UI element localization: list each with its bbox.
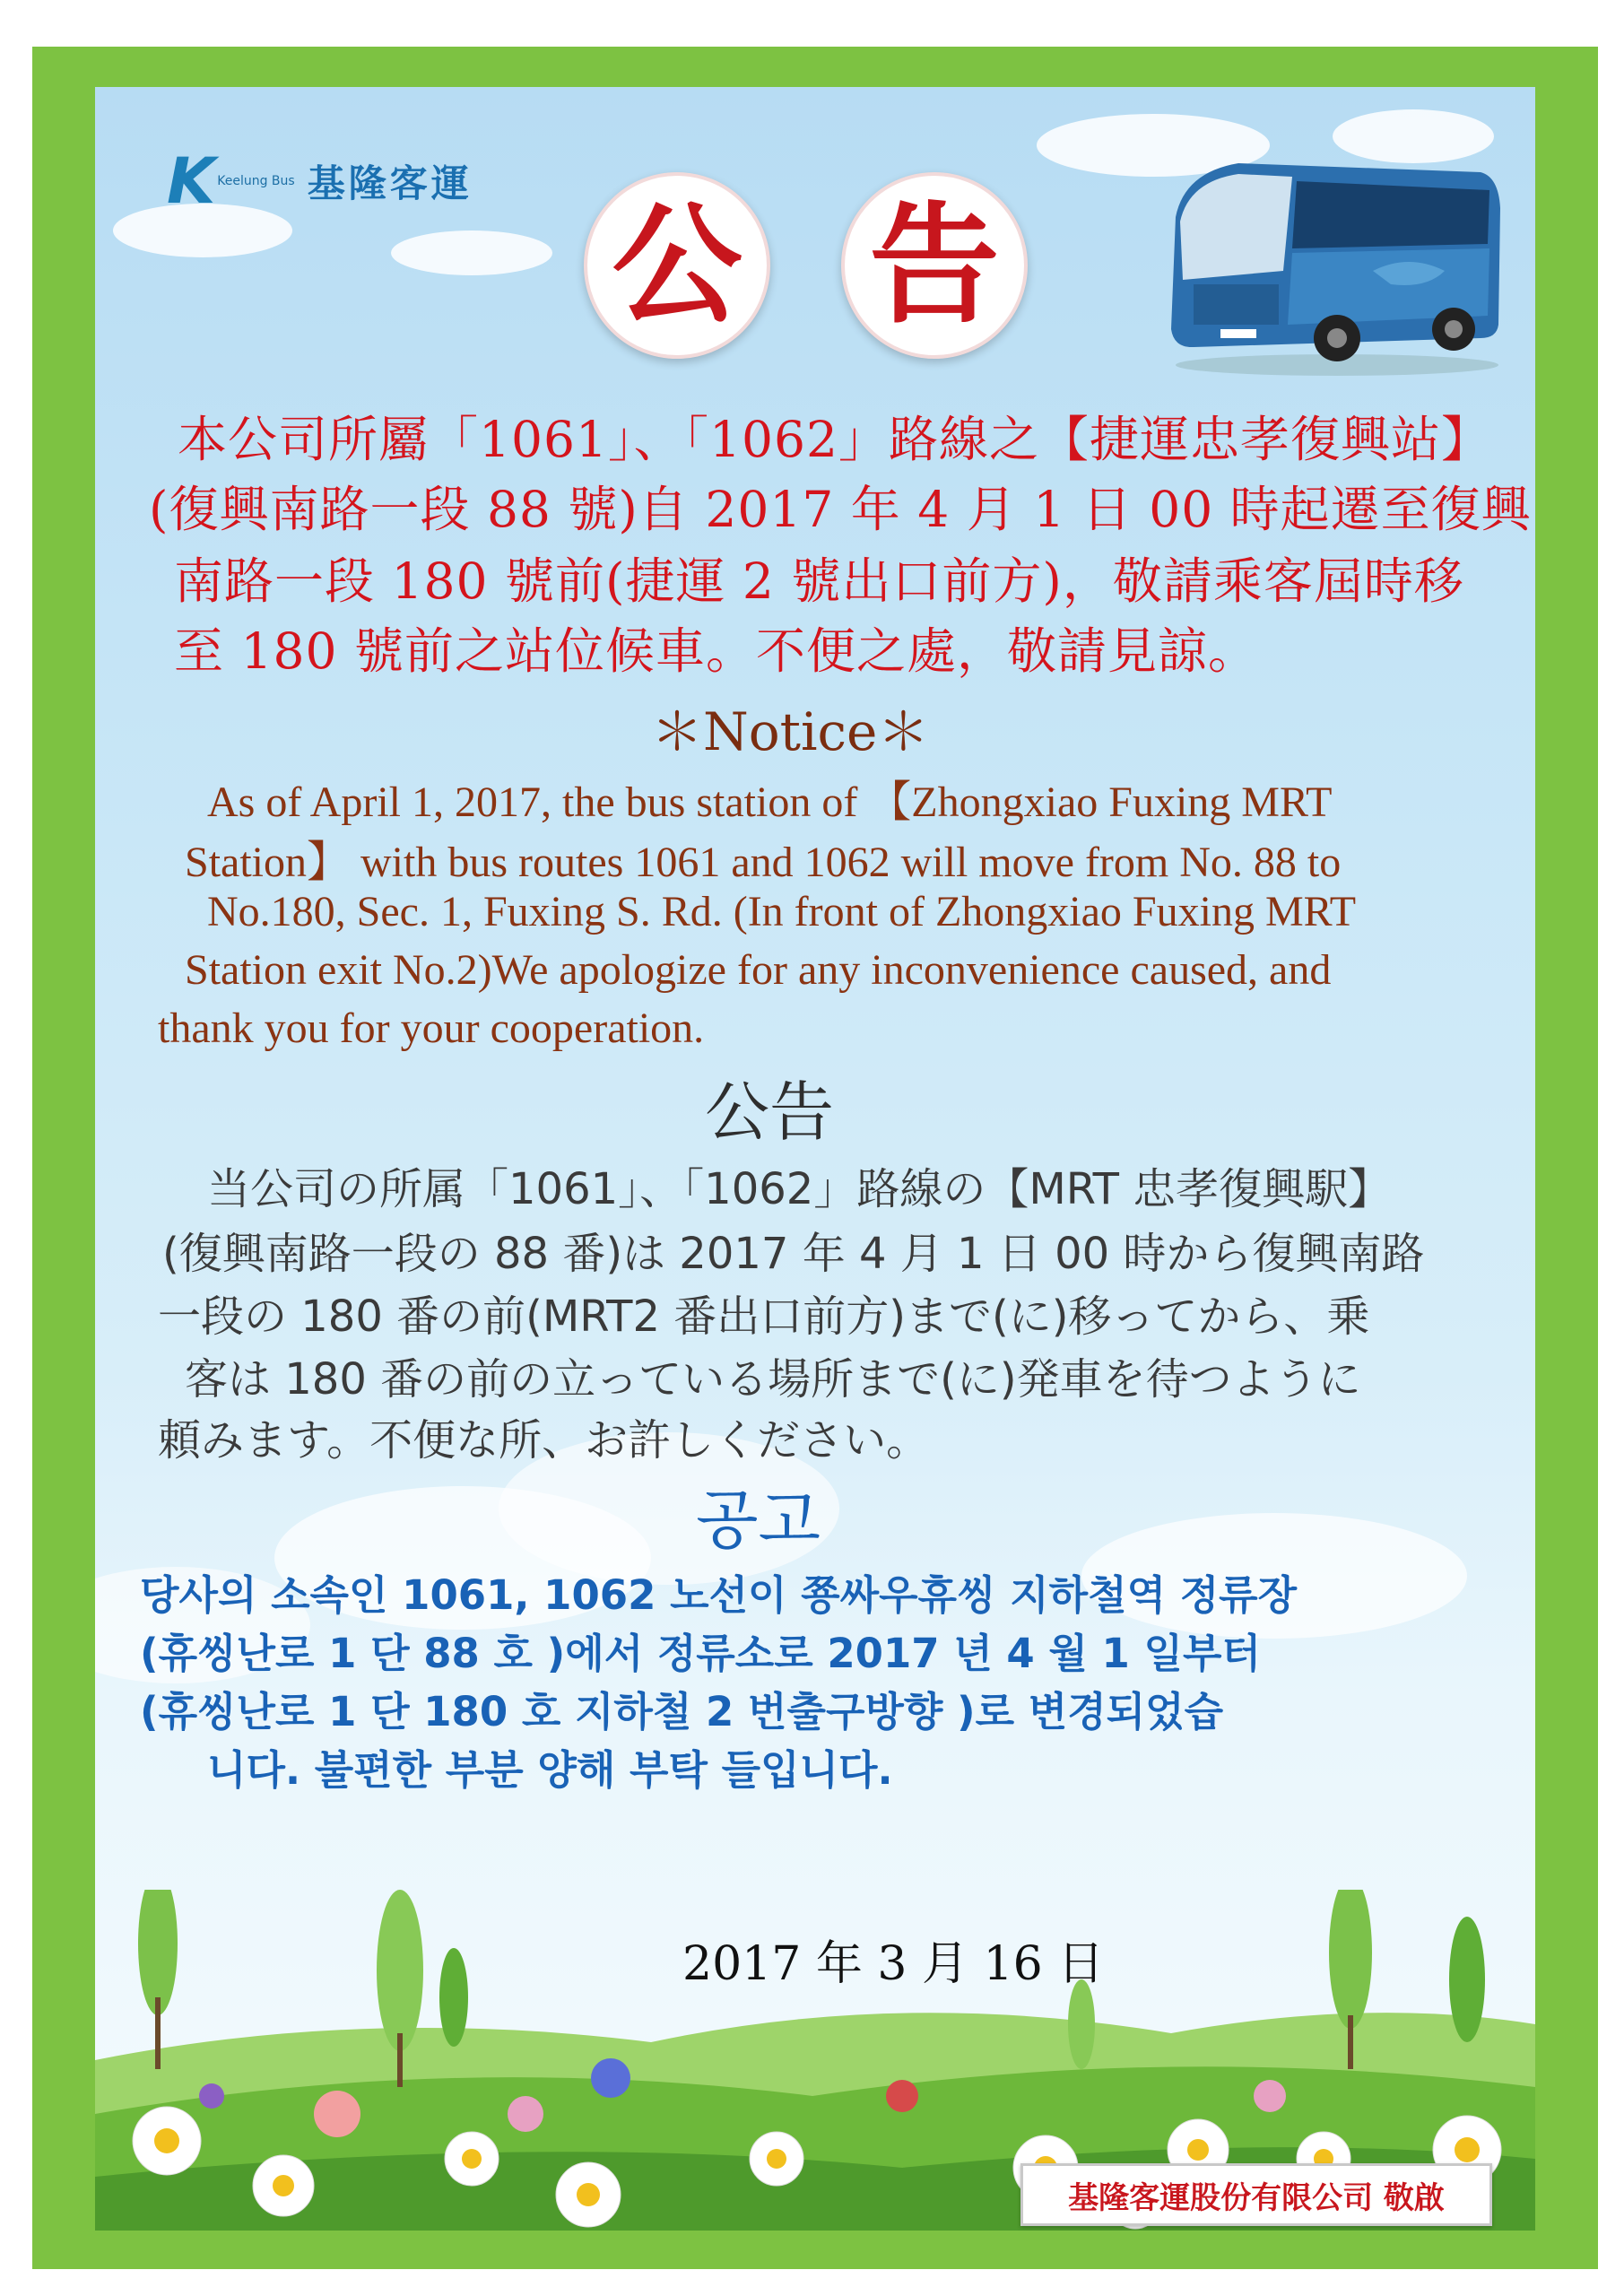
title-seal-1: 公	[584, 172, 770, 359]
chinese-notice-line: 本公司所屬「1061」、「1062」路線之【捷運忠孝復興站】	[178, 411, 1491, 468]
english-notice-line: Station】 with bus routes 1061 and 1062 will move from No. 88 to	[185, 839, 1342, 886]
korean-notice-line: (휴씽난로 1 단 180 호 지하철 2 번출구방향 )로 변경되었습	[140, 1688, 1224, 1735]
bus-image	[1158, 136, 1507, 378]
chinese-notice-line: 至 180 號前之站位候車。不便之處，敬請見諒。	[174, 622, 1258, 680]
logo-k-mark: K	[167, 144, 216, 218]
logo-chinese-text: 基隆客運	[307, 161, 473, 205]
english-notice-line: As of April 1, 2017, the bus station of 【Zhongxiao Fuxing MRT	[207, 778, 1333, 826]
english-notice-line: Station exit No.2)We apologize for any inconvenience caused, and	[185, 946, 1332, 994]
english-notice-line: No.180, Sec. 1, Fuxing S. Rd. (In front of Zhongxiao Fuxing MRT	[207, 888, 1357, 935]
japanese-notice-line: (復興南路一段の 88 番)は 2017 年 4 月 1 日 00 時から復興南路	[162, 1229, 1425, 1279]
cloud-decoration	[391, 230, 552, 275]
japanese-notice-line: 頼みます。不便な所、お許しください。	[158, 1415, 930, 1465]
korean-heading: 공고	[696, 1483, 821, 1558]
poster-panel	[95, 87, 1535, 2231]
korean-notice-line: (휴씽난로 1 단 88 호 )에서 정류소로 2017 년 4 월 1 일부터	[140, 1630, 1261, 1677]
notice-date: 2017 年 3 月 16 日	[682, 1937, 1105, 1991]
japanese-heading: 公告	[705, 1074, 835, 1150]
title-seal-2: 告	[841, 172, 1028, 359]
korean-notice-line: 당사의 소속인 1061, 1062 노선이 쭁싸우휴씽 지하철역 정류장	[140, 1571, 1298, 1619]
chinese-notice-line: (復興南路一段 88 號)自 2017 年 4 月 1 日 00 時起遷至復興	[149, 481, 1532, 538]
chinese-notice-line: 南路一段 180 號前(捷運 2 號出口前方)，敬請乘客屆時移	[174, 552, 1464, 610]
poster-border	[32, 47, 1598, 2269]
japanese-notice-line: 客は 180 番の前の立っている場所まで(に)発車を待つように	[185, 1354, 1361, 1405]
english-heading: ＊Notice＊	[651, 701, 930, 762]
company-signature: 基隆客運股份有限公司 敬啟	[1020, 2163, 1492, 2226]
korean-notice-line: 니다. 불편한 부분 양해 부탁 들입니다.	[207, 1746, 893, 1794]
logo-latin-text: Keelung Bus	[217, 174, 295, 188]
english-notice-line: thank you for your cooperation.	[158, 1004, 705, 1052]
japanese-notice-line: 当公司の所属「1061」、「1062」路線の【MRT 忠孝復興駅】	[207, 1164, 1392, 1214]
japanese-notice-line: 一段の 180 番の前(MRT2 番出口前方)まで(に)移ってから、乗	[158, 1292, 1370, 1342]
company-logo	[167, 144, 473, 218]
